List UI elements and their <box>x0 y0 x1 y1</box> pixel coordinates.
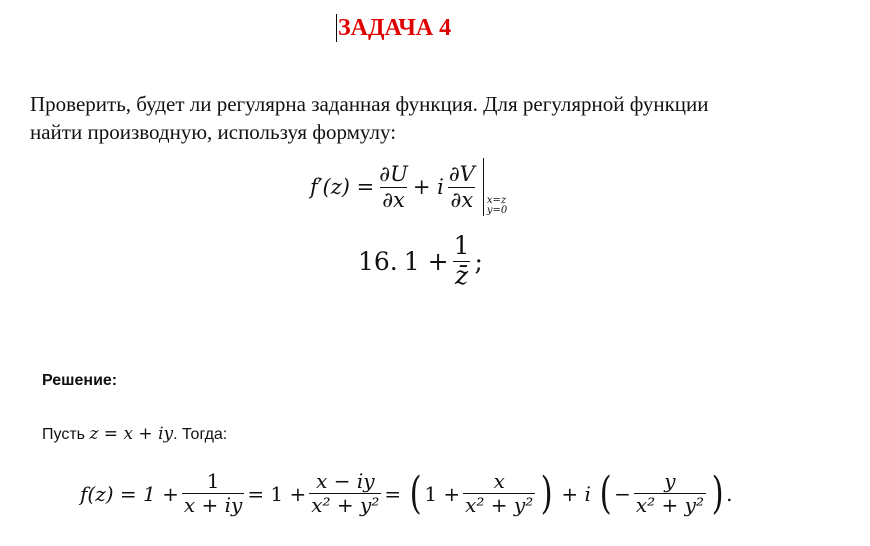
statement-line-1: Проверить, будет ли регулярна заданная функция. Для регулярной функции <box>30 92 709 116</box>
formula-plus-i: + i <box>412 175 444 199</box>
solution-equation <box>80 467 733 519</box>
eq-end: . <box>726 481 733 506</box>
solution-label: Решение: <box>42 372 118 389</box>
problem-number: 16. <box>358 246 398 276</box>
frac-numerator: ∂U <box>379 162 408 187</box>
frac-denominator: x² + y² <box>635 493 704 517</box>
problem-suffix: ; <box>474 246 483 276</box>
frac-numerator: y <box>664 469 676 493</box>
eq-part-3: = <box>384 481 402 506</box>
substitution-line <box>42 424 227 444</box>
eq-lhs: f(z) = 1 + <box>80 481 179 506</box>
evaluation-bar <box>483 158 514 216</box>
let-prefix: Пусть <box>42 426 85 443</box>
paren-1-prefix: 1 + <box>424 481 461 506</box>
formula-lhs: f′(z) = <box>310 175 375 199</box>
frac-numerator: 1 <box>206 469 220 493</box>
paren-2-minus: − <box>614 481 631 506</box>
problem-prefix: 1 + <box>403 246 449 276</box>
frac-denominator: ∂x <box>382 187 405 212</box>
frac-numerator: x − iy <box>316 469 375 493</box>
frac-denominator: z̄ <box>454 260 469 290</box>
frac-denominator: x² + y² <box>465 493 534 517</box>
formula-frac-dv-dx <box>447 162 477 211</box>
eq-frac-2 <box>309 470 381 517</box>
problem-fraction <box>452 232 472 291</box>
frac-numerator: ∂V <box>448 162 475 187</box>
frac-numerator: x <box>493 469 505 493</box>
open-paren-1: ( <box>409 467 422 519</box>
eq-plus-i: + i <box>561 481 591 506</box>
formula-frac-du-dx <box>377 162 410 211</box>
eq-frac-4 <box>634 470 706 517</box>
eq-frac-1 <box>182 470 244 517</box>
frac-numerator: 1 <box>453 231 470 260</box>
close-paren-1: ) <box>540 467 553 519</box>
let-math: z = x + iy <box>89 424 174 444</box>
frac-denominator: ∂x <box>450 187 474 212</box>
open-paren-2: ( <box>599 467 612 519</box>
problem-expression <box>358 232 483 291</box>
problem-statement <box>30 90 830 146</box>
let-suffix: . Тогда: <box>173 426 228 443</box>
evaluation-sub-x: x=z <box>486 195 507 206</box>
eq-part-2: = 1 + <box>247 481 307 506</box>
derivative-formula <box>310 158 514 216</box>
evaluation-sub-y: y=0 <box>486 205 508 216</box>
statement-line-2: найти производную, используя формулу: <box>30 120 397 144</box>
close-paren-2: ) <box>711 467 724 519</box>
eq-frac-3 <box>463 470 535 517</box>
task-title: ЗАДАЧА 4 <box>338 15 452 41</box>
frac-denominator: x + iy <box>183 493 243 517</box>
frac-denominator: x² + y² <box>311 493 380 517</box>
